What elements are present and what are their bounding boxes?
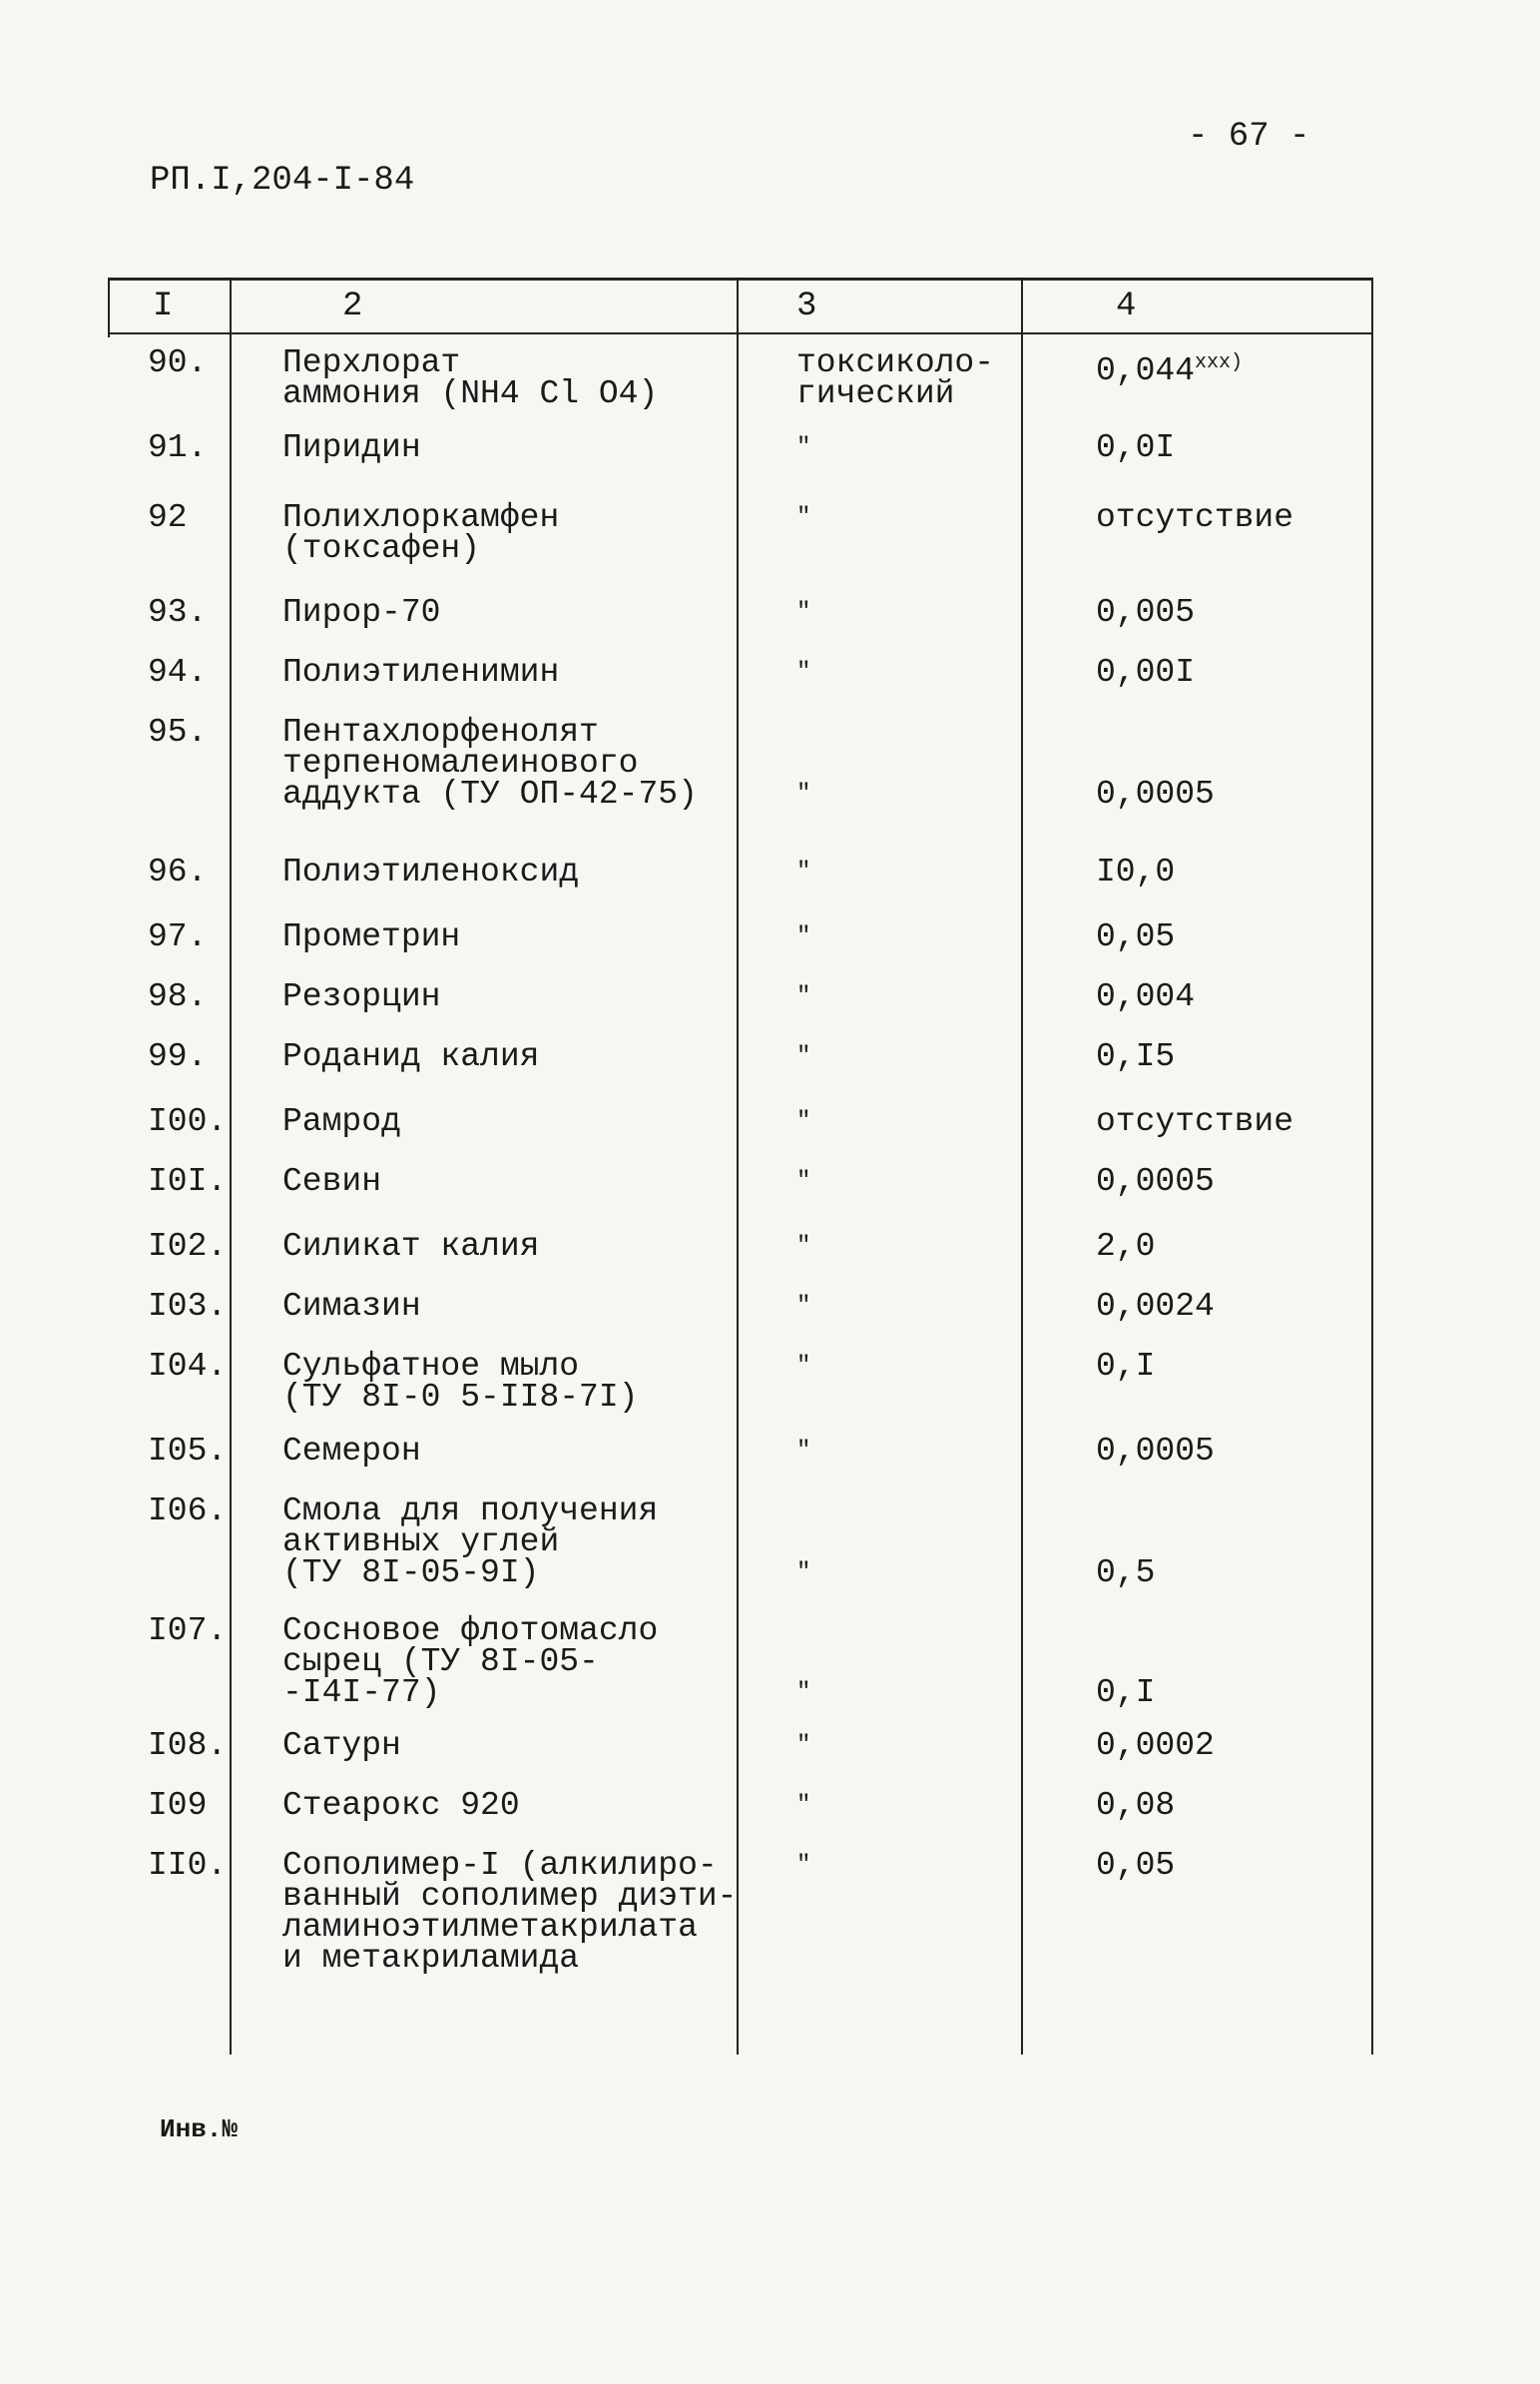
- concentration-number: отсутствие: [1096, 1103, 1294, 1140]
- ditto-mark: ": [796, 781, 811, 808]
- substance-name-line: Сосновое флотомасло: [282, 1612, 659, 1649]
- substance-name-line: ламиноэтилметакрилата: [282, 1909, 698, 1946]
- hazard-type: [796, 1730, 1026, 1761]
- concentration-number: 0,0I: [1096, 429, 1176, 466]
- row-number: I04.: [148, 1348, 228, 1385]
- row-number: I08.: [148, 1727, 228, 1764]
- substance-name-line: сырец (ТУ 8I-05-: [282, 1643, 599, 1680]
- concentration-number: 0,I: [1096, 1674, 1156, 1711]
- concentration-number: 0,0005: [1096, 1433, 1215, 1470]
- substance-name-line: Полиэтиленоксид: [282, 854, 580, 891]
- concentration-number: 2,0: [1096, 1228, 1156, 1265]
- row-number: I06.: [148, 1492, 228, 1529]
- ditto-mark: ": [796, 859, 811, 886]
- concentration-value: [1096, 429, 1355, 466]
- substance-name: [282, 1163, 841, 1200]
- substance-name: [282, 429, 841, 466]
- substance-name: [282, 854, 841, 891]
- hazard-type: [796, 502, 1026, 533]
- concentration-value: [1096, 1038, 1355, 1075]
- concentration-value: [1096, 1727, 1355, 1764]
- row-number: 90.: [148, 344, 208, 381]
- ditto-mark: ": [796, 1353, 811, 1380]
- substance-name-line: Смола для получения: [282, 1492, 659, 1529]
- row-number: 94.: [148, 654, 208, 691]
- substance-name: [282, 1103, 841, 1140]
- inventory-note: Инв.№: [160, 2114, 239, 2144]
- substance-name-line: терпеномалеинового: [282, 745, 639, 782]
- hazard-type-line: токсиколо-: [796, 344, 995, 381]
- row-number: 93.: [148, 594, 208, 631]
- concentration-value: [1096, 499, 1355, 536]
- hazard-type: [796, 1790, 1026, 1821]
- substance-name-line: Пентахлорфенолят: [282, 714, 599, 751]
- row-number: 96.: [148, 854, 208, 891]
- data-table: [108, 278, 1373, 2055]
- column-header-2: 2: [342, 288, 363, 325]
- hazard-type: [796, 1291, 1026, 1322]
- substance-name-line: аммония (NH4 Cl O4): [282, 375, 659, 412]
- column-header-4: 4: [1116, 288, 1137, 325]
- substance-name: [282, 499, 841, 567]
- hazard-type: [796, 432, 1026, 463]
- substance-name-line: Роданид калия: [282, 1038, 540, 1075]
- substance-name: [282, 978, 841, 1015]
- ditto-mark: ": [796, 923, 811, 950]
- hazard-type: [796, 344, 1026, 412]
- row-number: I02.: [148, 1228, 228, 1265]
- concentration-value: [1096, 1103, 1355, 1140]
- row-number: I05.: [148, 1433, 228, 1470]
- ditto-mark: ": [796, 1852, 811, 1879]
- substance-name-line: (ТУ 8I-0 5-II8-7I): [282, 1379, 639, 1416]
- table-right-border: [1371, 278, 1373, 2055]
- concentration-number: 0,I5: [1096, 1038, 1176, 1075]
- substance-name-line: и метакриламида: [282, 1940, 580, 1977]
- table-left-border: [108, 278, 110, 337]
- ditto-mark: ": [796, 1293, 811, 1320]
- substance-name-line: Севин: [282, 1163, 382, 1200]
- row-number: 97.: [148, 918, 208, 955]
- substance-name-line: ванный сополимер диэти-: [282, 1878, 738, 1915]
- substance-name-line: Перхлорат: [282, 344, 461, 381]
- substance-name-line: Симазин: [282, 1288, 421, 1325]
- ditto-mark: ": [796, 1438, 811, 1465]
- substance-name: [282, 594, 841, 631]
- hazard-type: [796, 1351, 1026, 1382]
- substance-name-line: Прометрин: [282, 918, 461, 955]
- row-number: II0.: [148, 1847, 228, 1884]
- concentration-value: [1096, 594, 1355, 631]
- substance-name-line: Силикат калия: [282, 1228, 540, 1265]
- concentration-number: 0,044: [1096, 352, 1196, 389]
- hazard-type: [796, 1677, 1026, 1708]
- substance-name: [282, 1288, 841, 1325]
- concentration-number: 0,05: [1096, 918, 1176, 955]
- header-bottom-border: [108, 332, 1373, 334]
- concentration-value: [1096, 1288, 1355, 1325]
- hazard-type: [796, 1041, 1026, 1072]
- hazard-type: [796, 1557, 1026, 1588]
- hazard-type: [796, 1166, 1026, 1197]
- ditto-mark: ": [796, 1679, 811, 1706]
- concentration-value: [1096, 1433, 1355, 1470]
- substance-name-line: Стеарокс 920: [282, 1787, 520, 1824]
- document-code: РП.I,204-I-84: [150, 162, 415, 200]
- substance-name: [282, 654, 841, 691]
- substance-name: [282, 1433, 841, 1470]
- ditto-mark: ": [796, 1559, 811, 1586]
- footnote-marker: xxx): [1195, 351, 1244, 374]
- ditto-mark: ": [796, 1168, 811, 1195]
- row-number: 98.: [148, 978, 208, 1015]
- ditto-mark: ": [796, 1043, 811, 1070]
- concentration-value: [1096, 1554, 1355, 1591]
- substance-name: [282, 1787, 841, 1824]
- concentration-number: отсутствие: [1096, 499, 1294, 536]
- ditto-mark: ": [796, 434, 811, 461]
- column-header-3: 3: [796, 288, 817, 325]
- table-top-border: [108, 278, 1373, 281]
- substance-name-line: Полихлоркамфен: [282, 499, 560, 536]
- substance-name-line: (ТУ 8I-05-9I): [282, 1554, 540, 1591]
- substance-name-line: активных углей: [282, 1523, 560, 1560]
- hazard-type: [796, 921, 1026, 952]
- substance-name-line: -I4I-77): [282, 1674, 441, 1711]
- concentration-value: [1096, 1847, 1355, 1884]
- substance-name-line: Сульфатное мыло: [282, 1348, 580, 1385]
- row-number: 99.: [148, 1038, 208, 1075]
- row-number: I0I.: [148, 1163, 228, 1200]
- concentration-number: 0,0005: [1096, 776, 1215, 813]
- row-number: I00.: [148, 1103, 228, 1140]
- row-number: I07.: [148, 1612, 228, 1649]
- substance-name: [282, 714, 841, 813]
- page-number: - 67 -: [1188, 118, 1310, 156]
- concentration-number: 0,004: [1096, 978, 1196, 1015]
- concentration-value: [1096, 978, 1355, 1015]
- hazard-type-line: гический: [796, 375, 955, 412]
- hazard-type: [796, 981, 1026, 1012]
- ditto-mark: ": [796, 1108, 811, 1135]
- hazard-type: [796, 1436, 1026, 1467]
- hazard-type: [796, 1231, 1026, 1262]
- concentration-value: [1096, 1674, 1355, 1711]
- hazard-type: [796, 597, 1026, 628]
- concentration-number: I0,0: [1096, 854, 1176, 891]
- concentration-value: [1096, 1348, 1355, 1385]
- substance-name: [282, 1727, 841, 1764]
- substance-name: [282, 1038, 841, 1075]
- substance-name-line: Пиридин: [282, 429, 421, 466]
- substance-name-line: Пирор-70: [282, 594, 441, 631]
- substance-name-line: Семерон: [282, 1433, 421, 1470]
- substance-name-line: Рамрод: [282, 1103, 401, 1140]
- ditto-mark: ": [796, 504, 811, 531]
- concentration-value: [1096, 1787, 1355, 1824]
- row-number: 91.: [148, 429, 208, 466]
- ditto-mark: ": [796, 599, 811, 626]
- ditto-mark: ": [796, 1792, 811, 1819]
- substance-name-line: (токсафен): [282, 530, 481, 567]
- concentration-value: [1096, 776, 1355, 813]
- concentration-number: 0,0002: [1096, 1727, 1215, 1764]
- substance-name: [282, 1612, 841, 1711]
- concentration-value: [1096, 347, 1355, 389]
- substance-name-line: Сополимер-I (алкилиро-: [282, 1847, 718, 1884]
- concentration-number: 0,08: [1096, 1787, 1176, 1824]
- concentration-number: 0,5: [1096, 1554, 1156, 1591]
- substance-name-line: Резорцин: [282, 978, 441, 1015]
- hazard-type: [796, 1106, 1026, 1137]
- ditto-mark: ": [796, 983, 811, 1010]
- concentration-number: 0,00I: [1096, 654, 1196, 691]
- substance-name: [282, 1847, 841, 1977]
- row-number: 92: [148, 499, 188, 536]
- concentration-value: [1096, 854, 1355, 891]
- hazard-type: [796, 1850, 1026, 1881]
- substance-name: [282, 918, 841, 955]
- substance-name: [282, 1228, 841, 1265]
- substance-name-line: Сатурн: [282, 1727, 401, 1764]
- row-number: 95.: [148, 714, 208, 751]
- hazard-type: [796, 779, 1026, 810]
- concentration-value: [1096, 654, 1355, 691]
- ditto-mark: ": [796, 659, 811, 686]
- concentration-value: [1096, 1228, 1355, 1265]
- concentration-number: 0,05: [1096, 1847, 1176, 1884]
- concentration-number: 0,0005: [1096, 1163, 1215, 1200]
- row-number: I03.: [148, 1288, 228, 1325]
- substance-name-line: аддукта (ТУ ОП-42-75): [282, 776, 698, 813]
- concentration-number: 0,I: [1096, 1348, 1156, 1385]
- row-number: I09: [148, 1787, 208, 1824]
- concentration-value: [1096, 1163, 1355, 1200]
- ditto-mark: ": [796, 1732, 811, 1759]
- substance-name: [282, 1348, 841, 1416]
- concentration-number: 0,0024: [1096, 1288, 1215, 1325]
- substance-name: [282, 1492, 841, 1591]
- column-header-1: I: [153, 288, 174, 325]
- ditto-mark: ": [796, 1233, 811, 1260]
- substance-name-line: Полиэтиленимин: [282, 654, 560, 691]
- hazard-type: [796, 857, 1026, 888]
- concentration-value: [1096, 918, 1355, 955]
- substance-name: [282, 344, 841, 412]
- concentration-number: 0,005: [1096, 594, 1196, 631]
- hazard-type: [796, 657, 1026, 688]
